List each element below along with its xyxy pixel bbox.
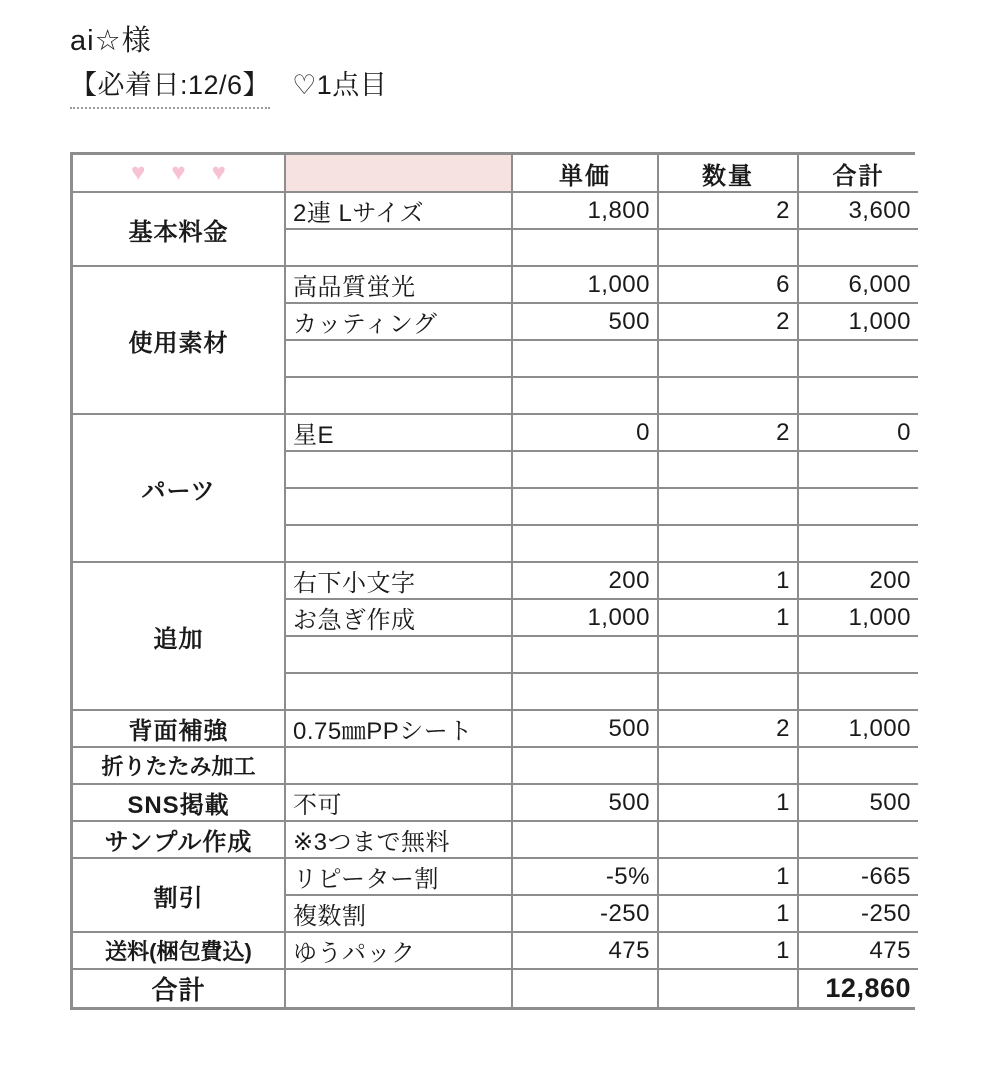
row-quantity xyxy=(658,747,798,784)
row-label: 送料(梱包費込) xyxy=(73,932,285,969)
row-description: カッティング xyxy=(285,303,512,340)
row-unit-price: 500 xyxy=(512,710,658,747)
grand-total-description xyxy=(285,969,512,1007)
row-description xyxy=(285,525,512,562)
row-unit-price: -250 xyxy=(512,895,658,932)
order-meta xyxy=(70,67,930,109)
customer-name: ai☆様 xyxy=(70,25,152,57)
row-total xyxy=(798,636,918,673)
row-total xyxy=(798,673,918,710)
unit-price-header: 単価 xyxy=(512,155,658,192)
row-unit-price: -5% xyxy=(512,858,658,895)
row-unit-price: 500 xyxy=(512,784,658,821)
row-total: -665 xyxy=(798,858,918,895)
row-total: 1,000 xyxy=(798,710,918,747)
heart-icon: ♥ xyxy=(211,159,226,186)
row-quantity: 6 xyxy=(658,266,798,303)
row-quantity: 1 xyxy=(658,562,798,599)
row-unit-price xyxy=(512,525,658,562)
table-row xyxy=(73,821,918,858)
row-description xyxy=(285,377,512,414)
order-table-body xyxy=(73,155,918,1007)
row-total: 475 xyxy=(798,932,918,969)
row-unit-price xyxy=(512,229,658,266)
row-total: 3,600 xyxy=(798,192,918,229)
row-total xyxy=(798,525,918,562)
row-label: 折りたたみ加工 xyxy=(73,747,285,784)
due-date-label: 【必着日:12/6】 xyxy=(70,67,270,109)
row-unit-price: 200 xyxy=(512,562,658,599)
heart-icon: ♥ xyxy=(131,159,146,186)
row-description: 星E xyxy=(285,414,512,451)
row-unit-price: 1,800 xyxy=(512,192,658,229)
row-quantity: 1 xyxy=(658,599,798,636)
row-total xyxy=(798,488,918,525)
row-unit-price xyxy=(512,488,658,525)
row-quantity xyxy=(658,229,798,266)
row-quantity xyxy=(658,525,798,562)
row-total xyxy=(798,821,918,858)
row-label: 基本料金 xyxy=(73,192,285,266)
row-quantity: 2 xyxy=(658,303,798,340)
row-unit-price: 500 xyxy=(512,303,658,340)
row-description: 0.75㎜PPシート xyxy=(285,710,512,747)
grand-total-row xyxy=(73,969,918,1007)
table-row xyxy=(73,562,918,599)
row-total xyxy=(798,340,918,377)
row-quantity xyxy=(658,636,798,673)
row-quantity xyxy=(658,377,798,414)
row-description xyxy=(285,229,512,266)
heart-icon: ♥ xyxy=(171,159,186,186)
hearts-header-cell xyxy=(73,155,285,192)
row-label: サンプル作成 xyxy=(73,821,285,858)
row-unit-price xyxy=(512,747,658,784)
row-label: 背面補強 xyxy=(73,710,285,747)
grand-total-label: 合計 xyxy=(73,969,285,1007)
table-row xyxy=(73,710,918,747)
row-quantity xyxy=(658,488,798,525)
row-total xyxy=(798,229,918,266)
row-quantity: 2 xyxy=(658,710,798,747)
order-table xyxy=(73,155,918,1007)
table-row xyxy=(73,414,918,451)
row-total xyxy=(798,377,918,414)
grand-total-amount: 12,860 xyxy=(798,969,918,1007)
row-description xyxy=(285,451,512,488)
row-label: 割引 xyxy=(73,858,285,932)
row-quantity xyxy=(658,821,798,858)
row-label: 追加 xyxy=(73,562,285,710)
order-header xyxy=(70,22,930,109)
row-unit-price xyxy=(512,636,658,673)
row-total: 200 xyxy=(798,562,918,599)
row-label: SNS掲載 xyxy=(73,784,285,821)
quantity-header: 数量 xyxy=(658,155,798,192)
row-description xyxy=(285,340,512,377)
row-unit-price xyxy=(512,340,658,377)
table-row xyxy=(73,192,918,229)
row-total: 1,000 xyxy=(798,303,918,340)
row-total: 1,000 xyxy=(798,599,918,636)
grand-total-quantity xyxy=(658,969,798,1007)
row-label: パーツ xyxy=(73,414,285,562)
row-quantity xyxy=(658,340,798,377)
row-total: -250 xyxy=(798,895,918,932)
row-unit-price xyxy=(512,377,658,414)
row-total xyxy=(798,747,918,784)
row-description xyxy=(285,636,512,673)
row-unit-price xyxy=(512,821,658,858)
table-header-row xyxy=(73,155,918,192)
item-index-label: ♡1点目 xyxy=(292,70,388,101)
row-description: 2連 Lサイズ xyxy=(285,192,512,229)
row-unit-price xyxy=(512,673,658,710)
row-unit-price: 1,000 xyxy=(512,599,658,636)
table-row xyxy=(73,747,918,784)
description-header xyxy=(285,155,512,192)
order-table-container xyxy=(70,152,915,1010)
grand-total-unit-price xyxy=(512,969,658,1007)
row-quantity: 2 xyxy=(658,414,798,451)
row-total: 500 xyxy=(798,784,918,821)
table-row xyxy=(73,858,918,895)
row-quantity: 1 xyxy=(658,932,798,969)
row-quantity xyxy=(658,673,798,710)
row-description: 右下小文字 xyxy=(285,562,512,599)
row-description: 不可 xyxy=(285,784,512,821)
row-description xyxy=(285,747,512,784)
row-quantity: 2 xyxy=(658,192,798,229)
table-row xyxy=(73,932,918,969)
row-description: ゆうパック xyxy=(285,932,512,969)
row-description: リピーター割 xyxy=(285,858,512,895)
row-label: 使用素材 xyxy=(73,266,285,414)
row-quantity xyxy=(658,451,798,488)
total-header: 合計 xyxy=(798,155,918,192)
row-unit-price: 0 xyxy=(512,414,658,451)
row-quantity: 1 xyxy=(658,858,798,895)
row-description: 複数割 xyxy=(285,895,512,932)
row-total xyxy=(798,451,918,488)
row-total: 0 xyxy=(798,414,918,451)
row-description: 高品質蛍光 xyxy=(285,266,512,303)
row-quantity: 1 xyxy=(658,784,798,821)
row-total: 6,000 xyxy=(798,266,918,303)
row-description: ※3つまで無料 xyxy=(285,821,512,858)
row-description xyxy=(285,488,512,525)
row-description: お急ぎ作成 xyxy=(285,599,512,636)
table-row xyxy=(73,266,918,303)
row-description xyxy=(285,673,512,710)
row-unit-price: 475 xyxy=(512,932,658,969)
row-unit-price xyxy=(512,451,658,488)
hearts-decoration xyxy=(80,155,277,191)
row-unit-price: 1,000 xyxy=(512,266,658,303)
row-quantity: 1 xyxy=(658,895,798,932)
table-row xyxy=(73,784,918,821)
